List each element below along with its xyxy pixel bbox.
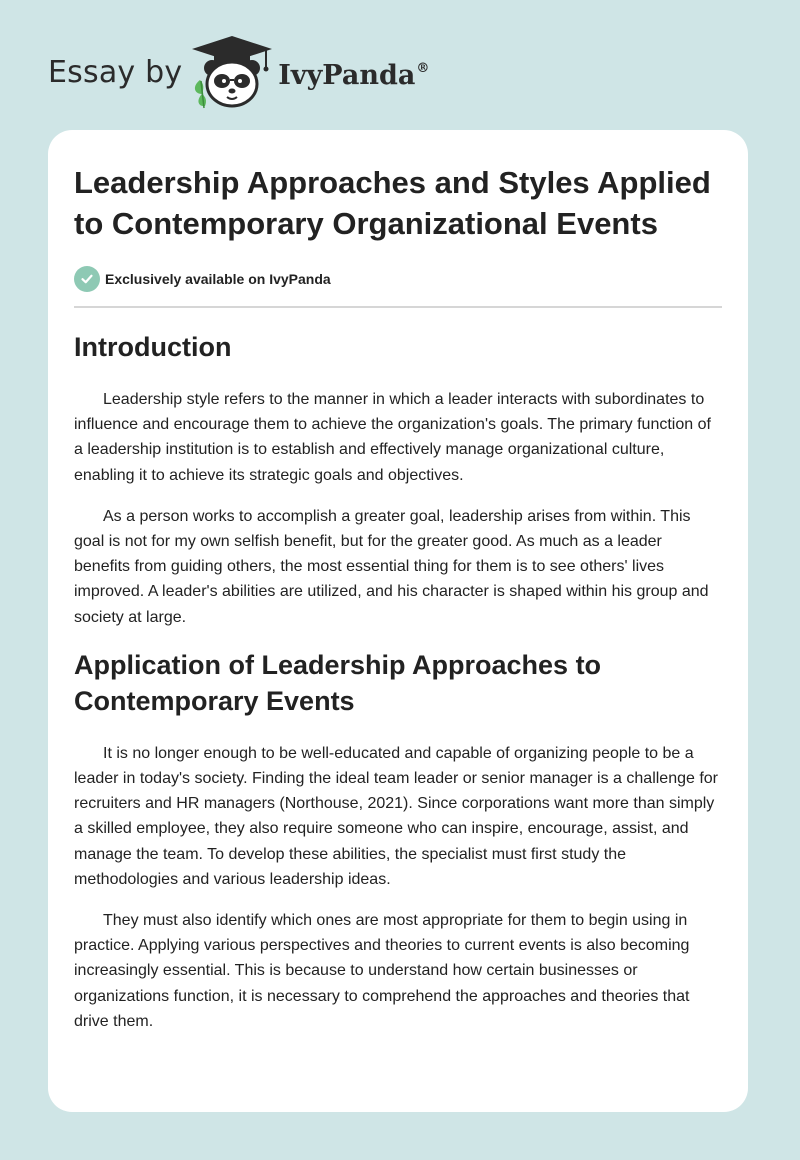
essay-card <box>48 130 748 1112</box>
exclusive-badge <box>74 266 722 292</box>
essay-title: Leadership Approaches and Styles Applied to Contemporary Organizational Events <box>74 165 711 241</box>
paragraph: Leadership style refers to the manner in which a leader interacts with subordinates to influence and encourage them to achieve the organization's goals. The primary function of a leadership institution is to establish and effectively manage organizational culture, enabling it to achieve its strategic goals and objectives. <box>74 391 711 484</box>
paragraph: They must also identify which ones are most appropriate for them to begin using in practice. Applying various perspectives and theories to current events is also becoming increasingly essential. This is because to understand how certain businesses or organizations function, it is necessary to comprehend the approaches and theories that drive them. <box>74 912 690 1030</box>
brand-name-text: IvyPanda <box>278 59 416 91</box>
section-heading-introduction: Introduction <box>74 332 232 362</box>
brand-name <box>278 60 429 91</box>
ivypanda-panda-graduate-icon[interactable] <box>190 34 274 110</box>
title-divider <box>74 306 722 308</box>
essay-by-label: Essay by <box>48 54 183 90</box>
paragraph: As a person works to accomplish a greater goal, leadership arises from within. This goal is not for my own selfish benefit, but for the greater good. As much as a leader benefits from guiding others, the most essential thing for them is to see others' lives improved. A leader's abilities are utilized, and his character is shaped within his group and society at large. <box>74 507 709 626</box>
exclusive-badge-label: Exclusively available on IvyPanda <box>105 271 331 287</box>
section-heading-application: Application of Leadership Approaches to Contemporary Events <box>74 649 602 716</box>
registered-mark: ® <box>416 60 430 76</box>
site-header <box>48 34 429 110</box>
check-circle-icon <box>74 266 100 292</box>
paragraph: It is no longer enough to be well-educated and capable of organizing people to be a leader in today's society. Finding the ideal team leader or senior manager is a challenge for recruiters and HR managers (Northouse, 2021). Since corporations want more than simply a skilled employee, they also require someone who can inspire, encourage, assist, and manage the team. To develop these abilities, the specialist must first study the methodologies and various leadership ideas. <box>74 744 719 888</box>
